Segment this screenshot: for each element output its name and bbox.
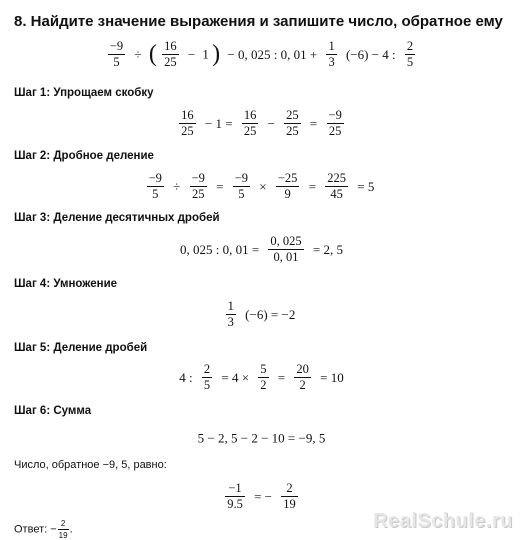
step-6-formula: 5 − 2, 5 − 2 − 10 = −9, 5 [197, 430, 326, 446]
left-paren: ( [148, 41, 157, 67]
answer-label: Ответ: [14, 523, 48, 536]
step-3-formula: 0, 025 : 0, 01 = $\frac{0, 025}{0, 01}$ = 2, 5 [179, 234, 344, 264]
reciprocal-text: Число, обратное −9, 5, равно: [14, 459, 167, 471]
fraction: $\frac{16}{25}$ [164, 39, 177, 69]
step-4-label: Шаг 4: Умножение [14, 278, 118, 290]
reciprocal-formula: $\frac{-1}{9.5}$ = − $\frac{2}{19}$ [227, 481, 296, 511]
step-2-label: Шаг 2: Дробное деление [14, 150, 154, 162]
right-paren: ) [212, 41, 221, 67]
fraction: $\frac{-9}{5}$ [109, 39, 124, 69]
step-5-formula: 4 : $\frac{2}{5}$ = 4 × $\frac{5}{2}$ = $\frac{20}{2}$ = 10 [179, 362, 344, 392]
watermark-logo: RealSchule.ru [373, 510, 513, 532]
fraction: $\frac{1}{3}$ [328, 39, 335, 69]
fraction: $\frac{2}{5}$ [406, 39, 414, 69]
step-4-formula: $\frac{1}{3}$ (−6) = −2 [227, 299, 296, 329]
main-expression: $\frac{-9}{5}$ ÷ ( $\frac{16}{25}$ − 1 ) − 0, 025 : 0, 01 + $\frac{1}{3}$ (−6) − 4 : $\frac{2}{5}$ [109, 39, 414, 69]
answer-fraction: $\frac{2}{19}$ [58, 519, 68, 540]
step-2-formula: $\frac{-9}{5}$ ÷ $\frac{-9}{25}$ = $\frac{-9}{5}$ × $\frac{-25}{9}$ = $\frac{225}{45}$ = 5 [148, 171, 375, 201]
step-6-label: Шаг 6: Сумма [14, 405, 92, 417]
step-1-label: Шаг 1: Упрощаем скобку [14, 87, 154, 99]
step-1-formula: $\frac{16}{25}$ − 1 = $\frac{16}{25}$ − $\frac{25}{25}$ = $\frac{-9}{25}$ [181, 108, 342, 138]
step-5-label: Шаг 5: Деление дробей [14, 342, 148, 354]
answer: Ответ: − $\frac{2}{19}$ . [14, 519, 73, 540]
step-3-label: Шаг 3: Деление десятичных дробей [14, 212, 220, 224]
task-title: 8. Найдите значение выражения и запишите число, обратное ему [14, 13, 503, 30]
